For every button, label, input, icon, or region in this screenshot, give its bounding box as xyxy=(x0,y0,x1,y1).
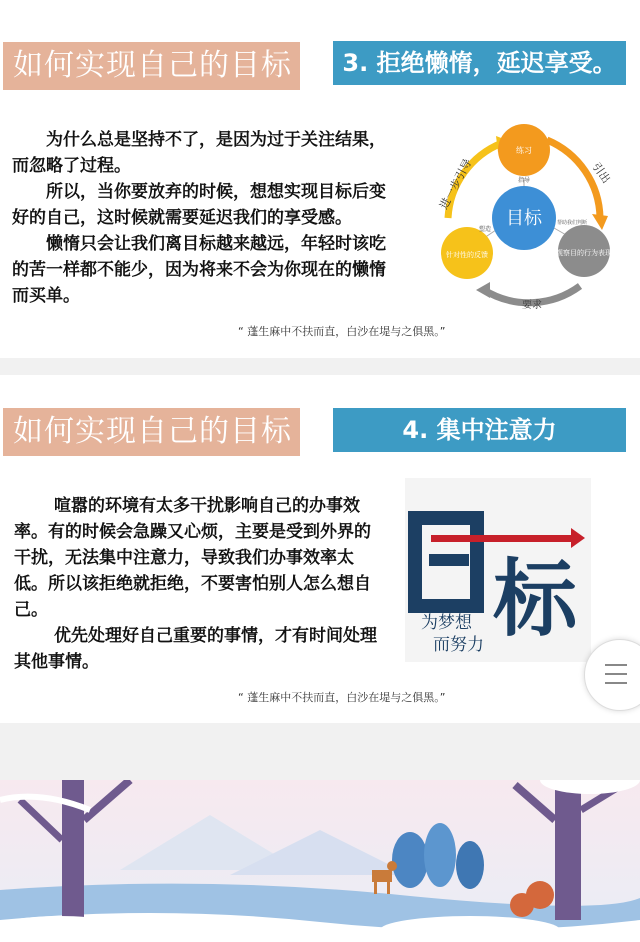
goal-cycle-diagram xyxy=(412,118,632,318)
poster-line1: 为梦想 xyxy=(421,613,472,633)
tree-trunk xyxy=(555,780,581,920)
goal-poster-image xyxy=(405,478,591,662)
poster-line2: 而努力 xyxy=(433,635,484,655)
section-card-1 xyxy=(0,0,640,358)
quote: “ 蓬生麻中不扶而直，白沙在堤与之俱黑。” xyxy=(238,325,446,338)
arc-right xyxy=(547,140,600,218)
node-feedback-label: 针对性的反馈 xyxy=(446,251,488,259)
node-observe-label: 观察目的行为表现 xyxy=(556,249,612,257)
paragraph: 为什么总是坚持不了，是因为过于关注结果，而忽略了过程。 xyxy=(12,130,386,176)
link-judge-label: 帮助我们判断 xyxy=(556,220,588,226)
paragraph: 所以，当你要放弃的时候，想想实现目标后变好的自己，这时候就需要延迟我们的享受感。 xyxy=(12,182,386,228)
section-body xyxy=(14,493,386,675)
section-card-2 xyxy=(0,375,640,723)
section-title: 如何实现自己的目标 xyxy=(3,42,300,90)
arrow-head xyxy=(476,282,490,298)
section-body xyxy=(12,127,390,309)
link-guide-label: 指导 xyxy=(517,177,531,184)
paragraph: 优先处理好自己重要的事情，才有时间处理其他事情。 xyxy=(14,626,377,672)
section-title: 如何实现自己的目标 xyxy=(3,408,300,456)
link-shape-label: 塑造 xyxy=(478,226,492,233)
paragraph: 懒惰只会让我们离目标越来越远，年轻时该吃的苦一样都不能少，因为将来不会为你现在的懒惰而买单。 xyxy=(12,234,386,306)
node-goal-label: 目标 xyxy=(506,208,542,229)
arc-left-label: 进一步引导 xyxy=(437,156,475,212)
quote: “ 蓬生麻中不扶而直，白沙在堤与之俱黑。” xyxy=(238,691,446,704)
paragraph: 喧嚣的环境有太多干扰影响自己的办事效率。有的时候会急躁又心烦，主要是受到外界的干扰，无法集中注意力，导致我们办事效率太低。所以该拒绝就拒绝，不要害怕别人怎么想自己。 xyxy=(14,496,371,620)
node-practice-label: 练习 xyxy=(516,146,532,155)
arc-bottom-label: 要求 xyxy=(522,300,542,311)
red-arrow xyxy=(431,535,571,542)
arc-right-label: 引出 xyxy=(589,160,613,186)
section-subtitle: 3. 拒绝懒惰，延迟享受。 xyxy=(333,41,626,85)
winter-scene-illustration xyxy=(0,780,640,942)
char-biao: 标 xyxy=(493,550,578,648)
section-subtitle: 4. 集中注意力 xyxy=(333,408,626,452)
